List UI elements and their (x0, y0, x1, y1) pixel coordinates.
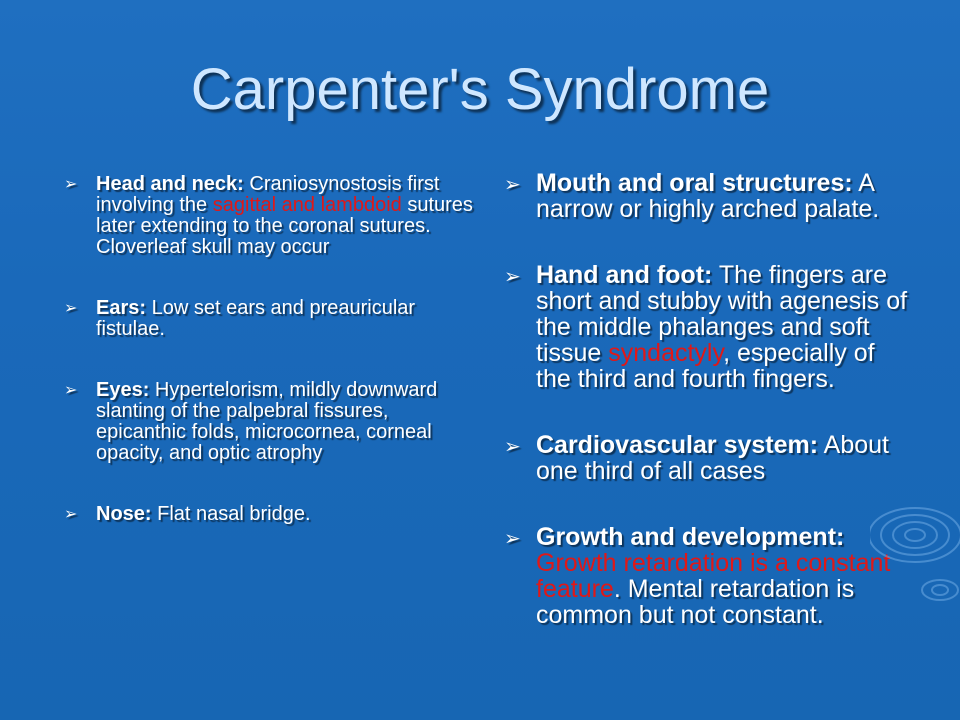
bullet-label: Cardiovascular system: (536, 431, 819, 459)
bullet-item (58, 504, 478, 525)
highlighted-text: Growth retardation is a constant feature (536, 549, 891, 603)
arrow-bullet-icon: ➢ (504, 266, 521, 288)
right-column (498, 170, 916, 668)
arrow-bullet-icon: ➢ (64, 176, 78, 193)
bullet-text: Flat nasal bridge. (151, 503, 311, 525)
bullet-label: Nose: (96, 503, 152, 525)
bullet-item (498, 432, 916, 484)
arrow-bullet-icon: ➢ (64, 300, 78, 317)
bullet-text: Hypertelorism, mildly downward slanting of the palpebral fissures, epicanthic folds, microcornea, corneal opacity, and optic atrophy (96, 379, 438, 464)
highlighted-text: sagittal and lambdoid (212, 194, 402, 216)
left-column (58, 174, 478, 565)
highlighted-text: syndactyly (608, 339, 724, 367)
bullet-text: , especially of the third and fourth fingers. (536, 339, 875, 393)
bullet-text: sutures later extending to the coronal sutures. Cloverleaf skull may occur (96, 194, 473, 258)
slide-title: Carpenter's Syndrome (190, 57, 770, 122)
water-ripple-decoration (870, 490, 960, 610)
bullet-label: Eyes: (96, 379, 150, 401)
bullet-item (58, 298, 478, 340)
bullet-label: Head and neck: (96, 173, 244, 195)
bullet-label: Ears: (96, 297, 147, 319)
bullet-text: Craniosynostosis first involving the (96, 173, 440, 216)
bullet-item (498, 262, 916, 392)
bullet-item (58, 174, 478, 258)
bullet-text: Low set ears and preauricular fistulae. (96, 297, 416, 340)
arrow-bullet-icon: ➢ (64, 506, 78, 523)
bullet-item (498, 170, 916, 222)
arrow-bullet-icon: ➢ (64, 382, 78, 399)
bullet-label: Hand and foot: (536, 261, 713, 289)
bullet-text: About one third of all cases (536, 431, 889, 485)
arrow-bullet-icon: ➢ (504, 174, 521, 196)
bullet-text: The fingers are short and stubby with agenesis of the middle phalanges and soft tissue (536, 261, 908, 367)
arrow-bullet-icon: ➢ (504, 528, 521, 550)
arrow-bullet-icon: ➢ (504, 436, 521, 458)
bullet-text: A narrow or highly arched palate. (536, 169, 880, 223)
bullet-text: . Mental retardation is common but not constant. (536, 575, 855, 629)
bullet-item (58, 380, 478, 464)
bullet-label: Mouth and oral structures: (536, 169, 853, 197)
bullet-item (498, 524, 916, 628)
bullet-label: Growth and development: (536, 523, 845, 551)
